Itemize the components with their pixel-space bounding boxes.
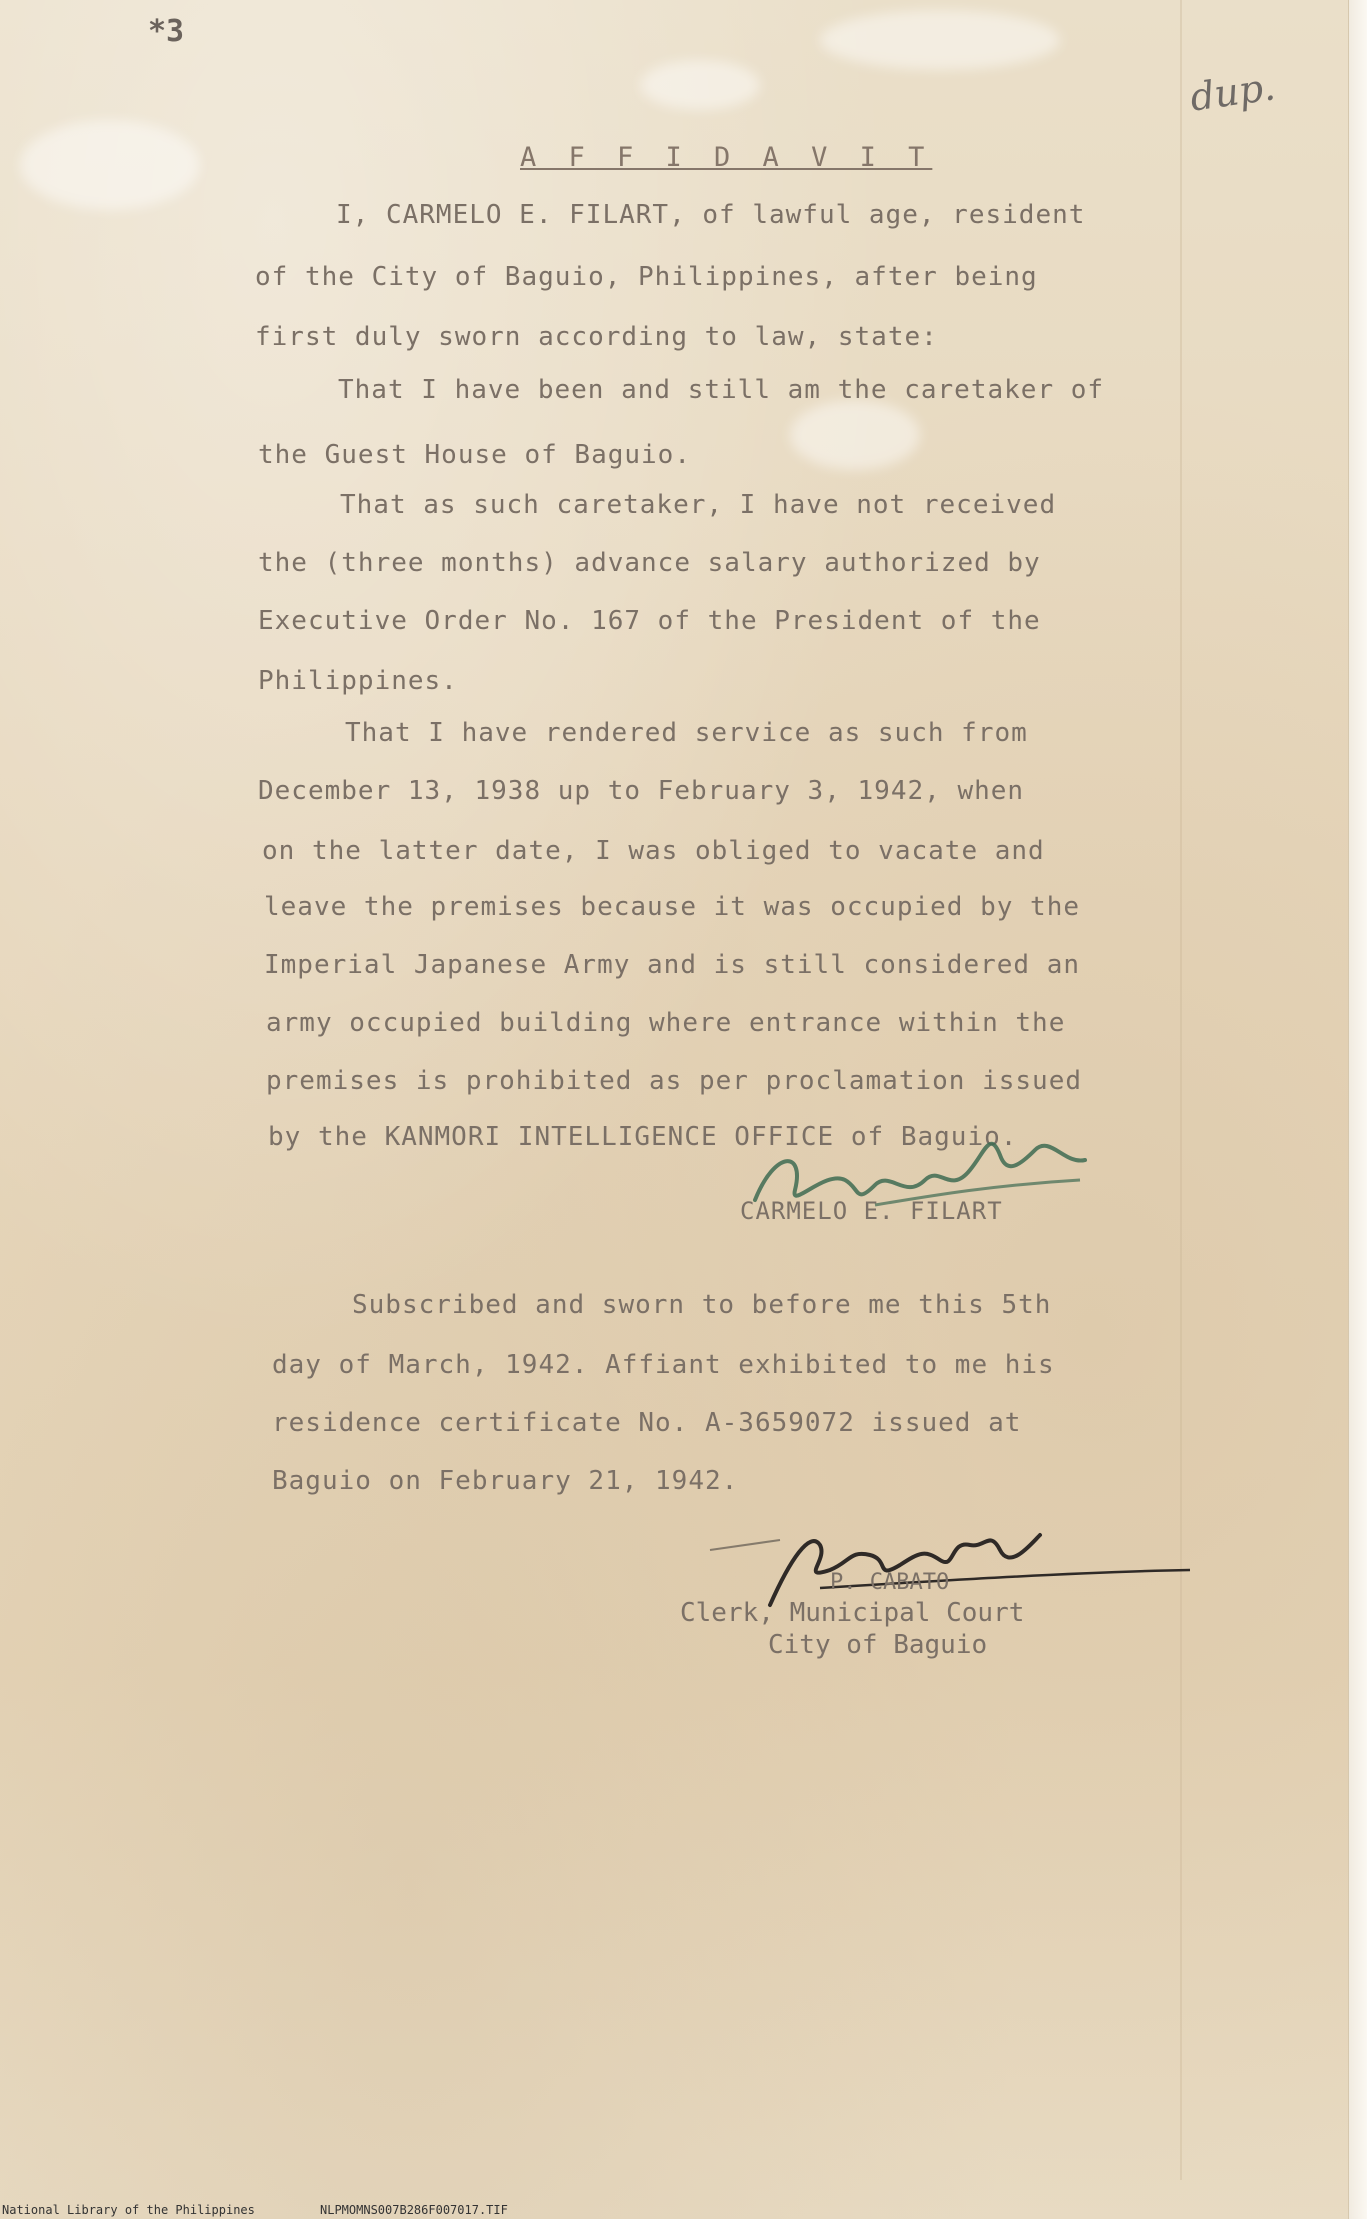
affidavit-line: premises is prohibited as per proclamation issued (266, 1066, 1083, 1096)
affidavit-line: the Guest House of Baguio. (258, 440, 691, 470)
affidavit-line: That I have rendered service as such from (345, 718, 1028, 748)
affidavit-line: army occupied building where entrance within the (266, 1008, 1066, 1038)
paper-stain (820, 10, 1060, 70)
jurat-line: residence certificate No. A-3659072 issued at (272, 1408, 1022, 1438)
affidavit-line: Executive Order No. 167 of the President of the (258, 606, 1041, 636)
affidavit-line: the (three months) advance salary authorized by (258, 548, 1041, 578)
jurat-line: Baguio on February 21, 1942. (272, 1466, 739, 1496)
affidavit-line: That as such caretaker, I have not received (340, 490, 1057, 520)
paper-stain (20, 120, 200, 210)
clerk-city: City of Baguio (768, 1630, 988, 1660)
affidavit-line: Philippines. (258, 666, 458, 696)
affidavit-line: on the latter date, I was obliged to vacate and (262, 836, 1045, 866)
margin-note-dup: dup. (1187, 64, 1278, 120)
scan-edge (1348, 0, 1367, 2219)
jurat-line: day of March, 1942. Affiant exhibited to me his (272, 1350, 1055, 1380)
clerk-name: P. CABATO (830, 1570, 950, 1595)
affidavit-line: by the KANMORI INTELLIGENCE OFFICE of Baguio. (268, 1122, 1018, 1152)
footer-source: National Library of the Philippines (2, 2203, 255, 2217)
corner-mark: *3 (148, 14, 185, 49)
clerk-title: Clerk, Municipal Court (680, 1598, 1025, 1628)
affidavit-line: I, CARMELO E. FILART, of lawful age, resident (336, 200, 1086, 230)
affidavit-line: Imperial Japanese Army and is still considered an (264, 950, 1081, 980)
footer-file-name: NLPMOMNS007B286F007017.TIF (320, 2203, 508, 2217)
affidavit-line: of the City of Baguio, Philippines, after being (255, 262, 1038, 292)
jurat-line: Subscribed and sworn to before me this 5th (352, 1290, 1052, 1320)
paper-stain (640, 60, 760, 110)
paper-stain (790, 400, 920, 470)
document-title: A F F I D A V I T (520, 142, 933, 173)
affidavit-line: first duly sworn according to law, state: (255, 322, 938, 352)
affidavit-line: That I have been and still am the caretaker of (338, 375, 1105, 405)
affidavit-line: December 13, 1938 up to February 3, 1942, when (258, 776, 1025, 806)
affidavit-line: leave the premises because it was occupied by the (264, 892, 1081, 922)
affiant-name: CARMELO E. FILART (740, 1197, 1003, 1225)
fold-line (1180, 0, 1182, 2180)
